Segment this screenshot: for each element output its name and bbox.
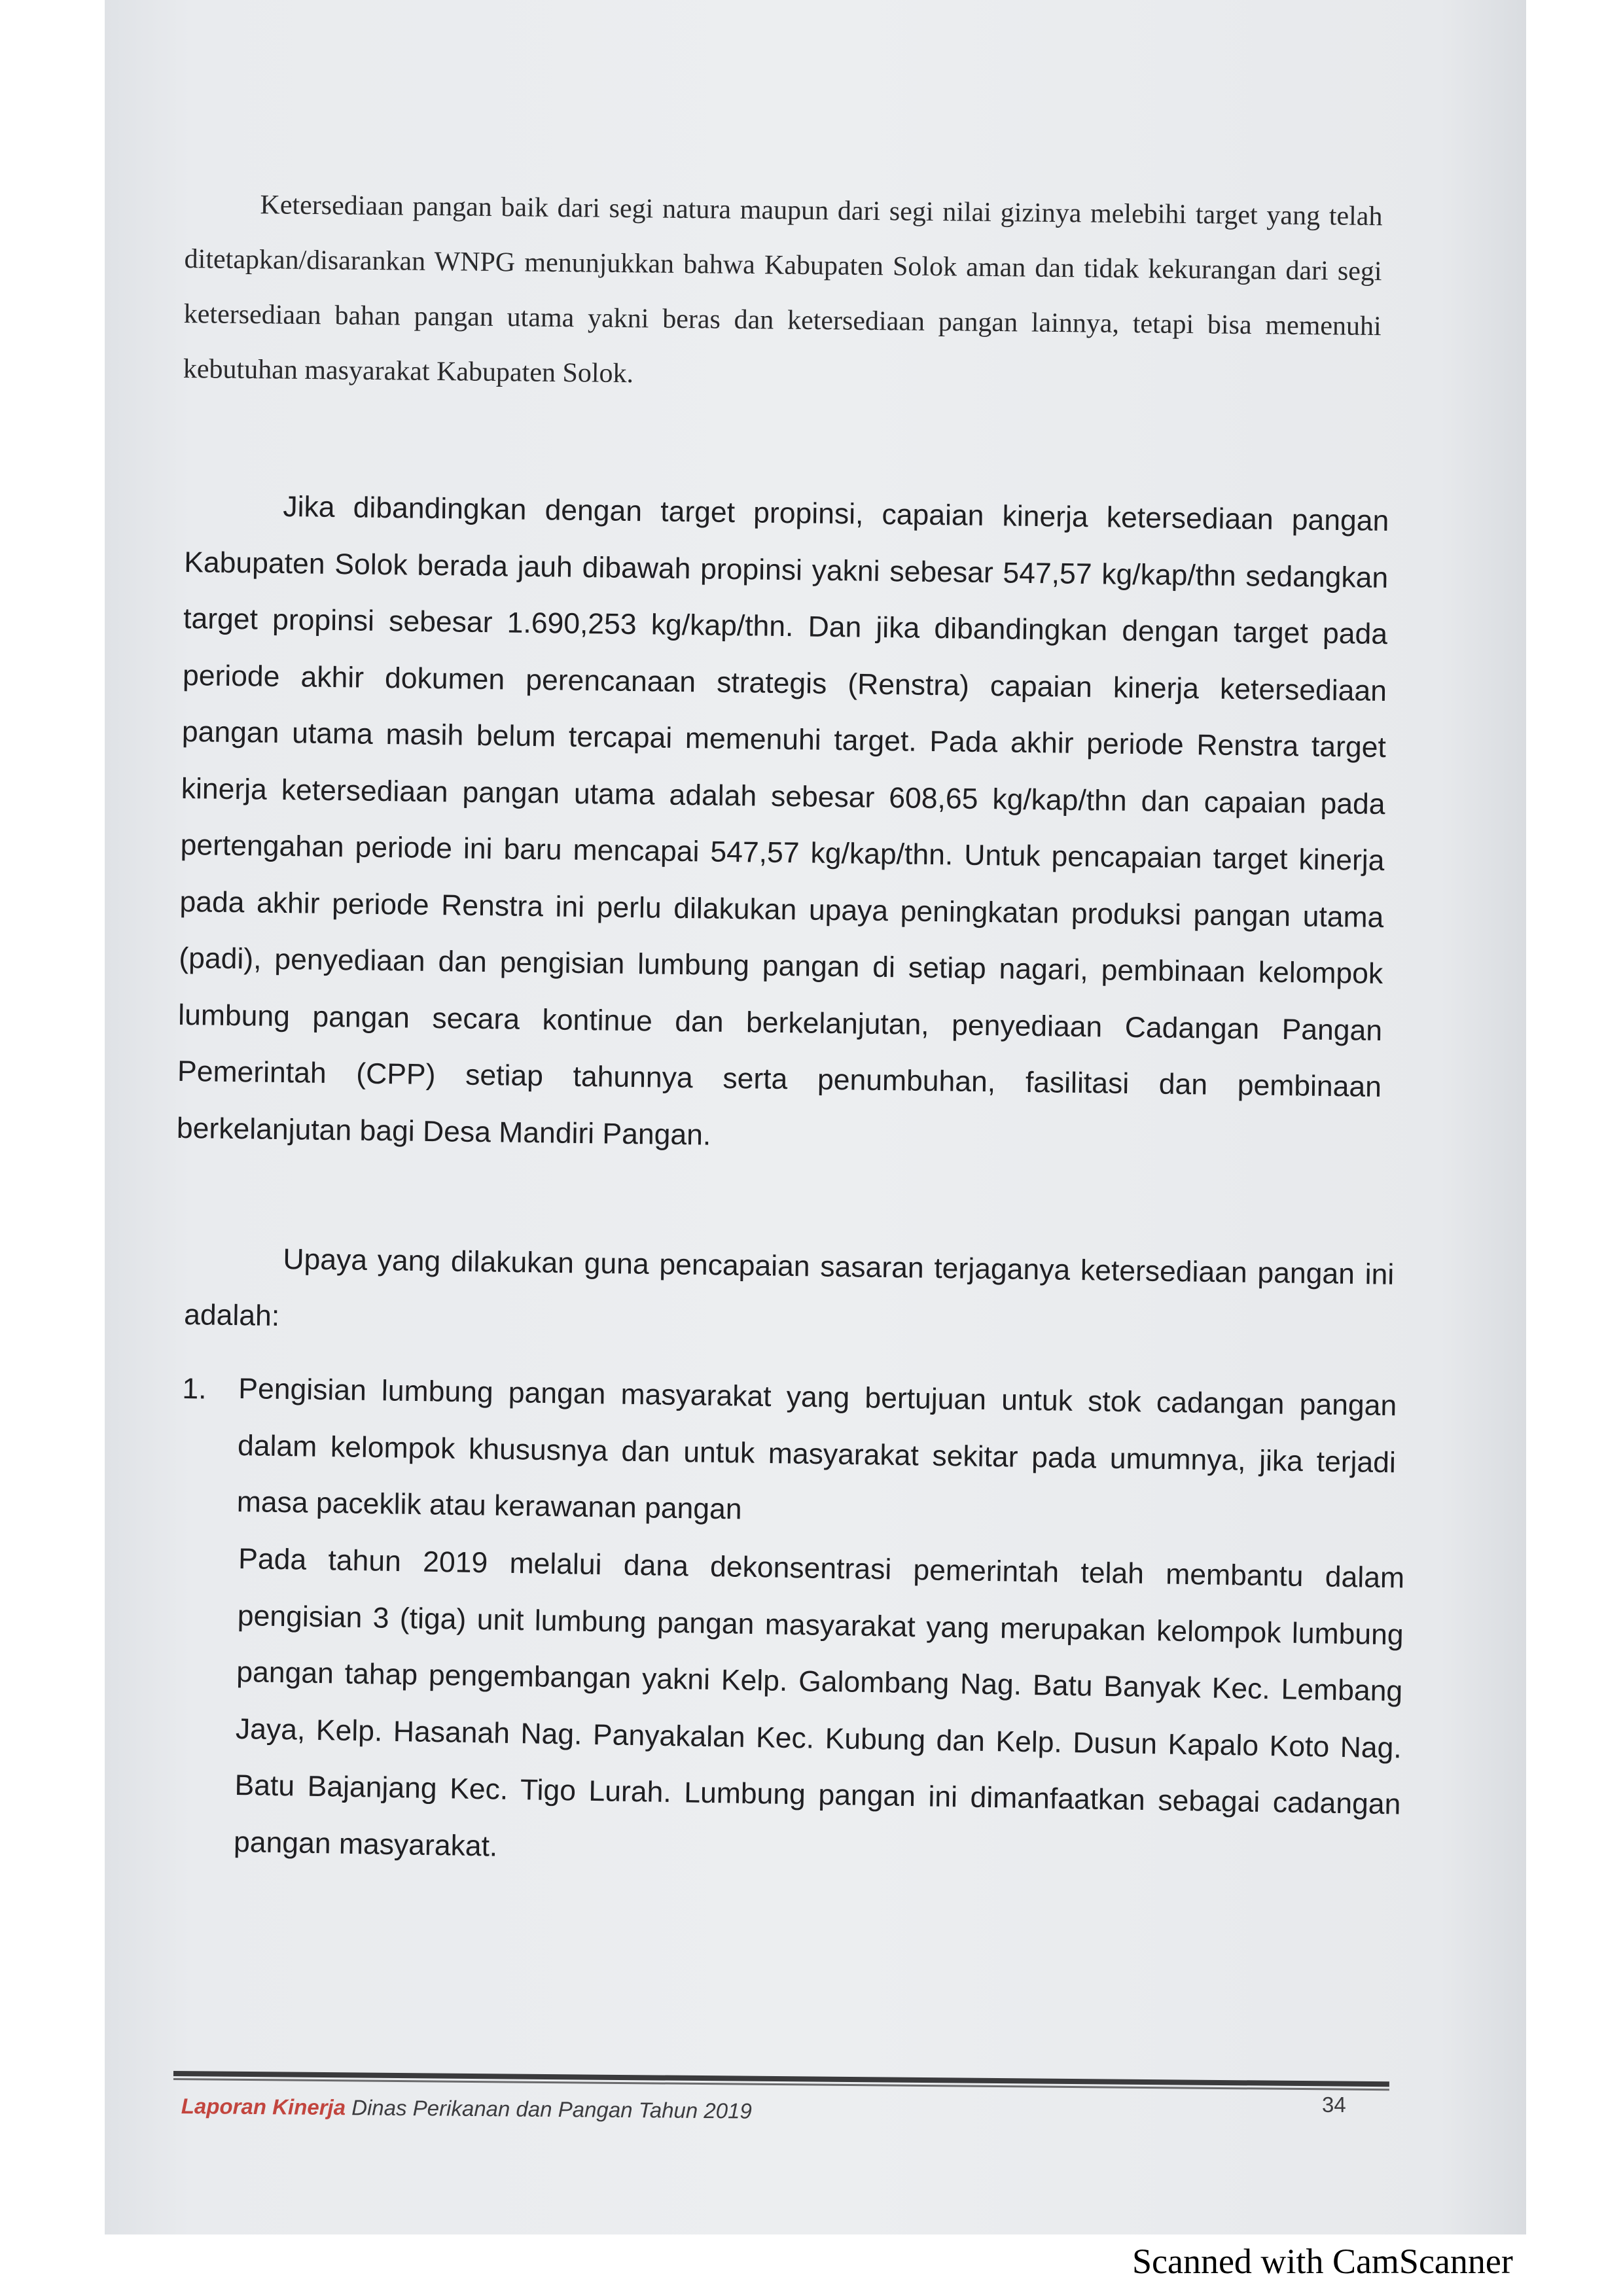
- footer-brand: Laporan Kinerja: [181, 2094, 346, 2120]
- footer-title: [181, 2094, 752, 2124]
- paragraph-1: Ketersediaan pangan baik dari segi natura maupun dari segi nilai gizinya melebihi target yang telah ditetapkan/disarankan WNPG menunjukkan bahwa Kabupaten Solok aman dan tidak kekurangan dari segi ketersediaan bahan pangan utama yakni beras dan ketersediaan pangan lainnya, tetapi bisa memenuhi kebutuhan masyarakat Kabupaten Solok.: [183, 190, 1383, 389]
- footer-subtitle: Dinas Perikanan dan Pangan Tahun 2019: [351, 2095, 752, 2123]
- list-item-number: 1.: [182, 1372, 207, 1405]
- list-item-text: Pengisian lumbung pangan masyarakat yang bertujuan untuk stok cadangan pangan dalam kelompok khususnya dan untuk masyarakat sekitar pada umumnya, jika terjadi masa paceklik atau kerawanan pangan: [236, 1372, 1397, 1526]
- paragraph-2: Jika dibandingkan dengan target propinsi, capaian kinerja ketersediaan pangan Kabupaten Solok berada jauh dibawah propinsi yakni sebesar 547,57 kg/kap/thn sedangkan target propinsi sebesar 1.690,253 kg/kap/thn. Dan jika dibandingkan dengan target pada periode akhir dokumen perencanaan strategis (Renstra) capaian kinerja ketersediaan pangan utama masih belum tercapai memenuhi target. Pada akhir periode Renstra target kinerja ketersediaan pangan utama adalah sebesar 608,65 kg/kap/thn dan capaian pada pertengahan periode ini baru mencapai 547,57 kg/kap/thn. Untuk pencapaian target kinerja pada akhir periode Renstra ini perlu dilakukan upaya peningkatan produksi pangan utama (padi), penyediaan dan pengisian lumbung pangan di setiap nagari, pembinaan kelompok lumbung pangan secara kontinue dan berkelanjutan, penyediaan Cadangan Pangan Pemerintah (CPP) setiap tahunnya serta penumbuhan, fasilitasi dan pembinaan berkelanjutan bagi Desa Mandiri Pangan.: [176, 490, 1389, 1152]
- page-number: 34: [1322, 2093, 1346, 2117]
- paragraph-3: Upaya yang dilakukan guna pencapaian sasaran terjaganya ketersediaan pangan ini adalah:: [183, 1243, 1395, 1332]
- list-item-detail: Pada tahun 2019 melalui dana dekonsentrasi pemerintah telah membantu dalam pengisian 3 (tiga) unit lumbung pangan masyarakat yang merupakan kelompok lumbung pangan tahap pengembangan yakni Kelp. Galombang Nag. Batu Banyak Kec. Lembang Jaya, Kelp. Hasanah Nag. Panyakalan Kec. Kubung dan Kelp. Dusun Kapalo Koto Nag. Batu Bajanjang Kec. Tigo Lurah. Lumbung pangan ini dimanfaatkan sebagai cadangan pangan masyarakat.: [233, 1542, 1405, 1863]
- camscanner-watermark: Scanned with CamScanner: [1132, 2242, 1513, 2281]
